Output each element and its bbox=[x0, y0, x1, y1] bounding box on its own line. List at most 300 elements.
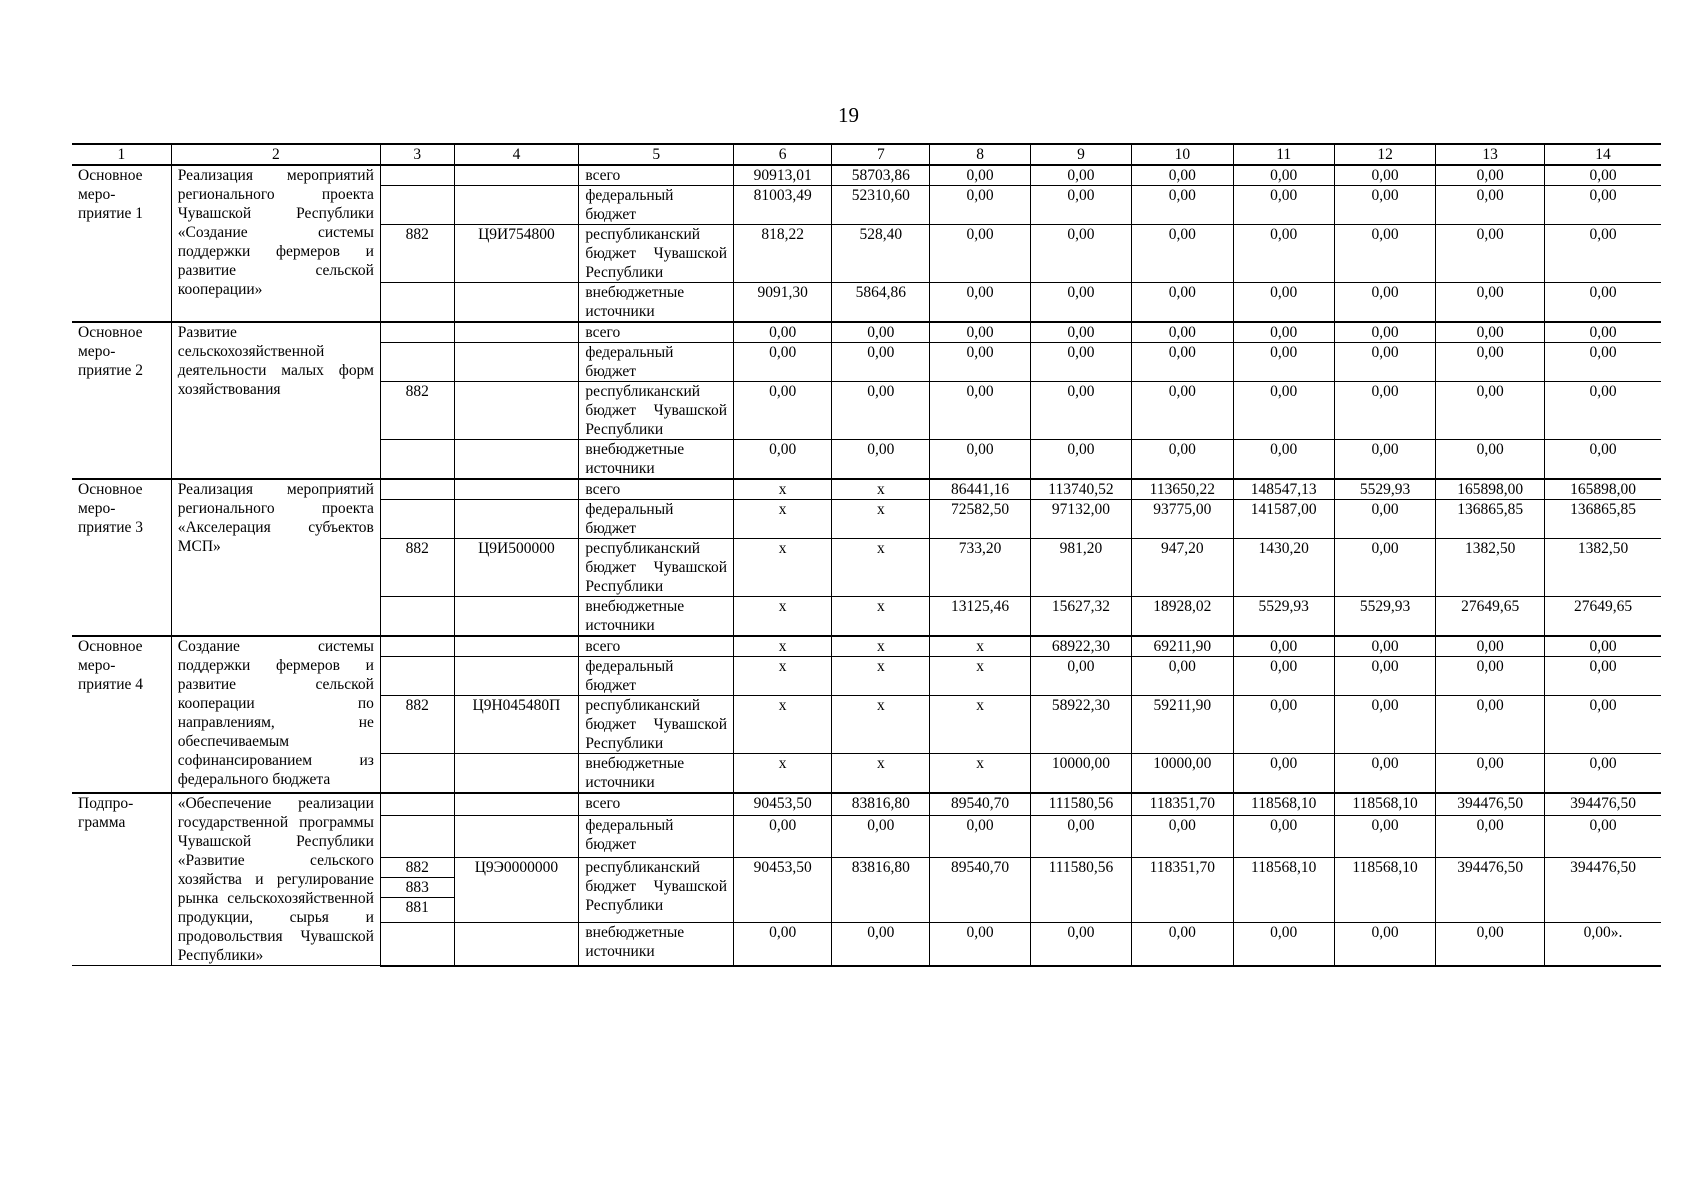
funding-source-label: федеральный бюджет bbox=[585, 501, 674, 537]
year-value-6: 81003,49 bbox=[734, 186, 832, 225]
year-value-6: x bbox=[734, 479, 832, 500]
funding-source-label: республиканский бюджет Чувашской Республики bbox=[585, 540, 728, 595]
funding-source-label: республиканский бюджет Чувашской Республики bbox=[585, 383, 728, 438]
funding-source bbox=[579, 597, 734, 637]
table-row bbox=[72, 793, 1661, 815]
year-value-11: 0,00 bbox=[1233, 696, 1334, 754]
year-value-7: x bbox=[832, 636, 930, 657]
year-value-12: 0,00 bbox=[1334, 440, 1435, 480]
funding-source bbox=[579, 186, 734, 225]
budget-table bbox=[72, 143, 1661, 967]
year-value-7: 0,00 bbox=[832, 382, 930, 440]
funding-source bbox=[579, 636, 734, 657]
funding-source bbox=[579, 923, 734, 966]
year-value-13: 0,00 bbox=[1436, 382, 1545, 440]
year-value-9: 10000,00 bbox=[1030, 754, 1131, 794]
year-value-10: 10000,00 bbox=[1132, 754, 1233, 794]
year-value-6: x bbox=[734, 657, 832, 696]
year-value-7: 0,00 bbox=[832, 815, 930, 857]
year-value-14: 165898,00 bbox=[1545, 479, 1661, 500]
year-value-10: 69211,90 bbox=[1132, 636, 1233, 657]
year-value-8: 0,00 bbox=[930, 815, 1030, 857]
funding-source bbox=[579, 696, 734, 754]
year-value-12: 0,00 bbox=[1334, 657, 1435, 696]
year-value-12: 0,00 bbox=[1334, 500, 1435, 539]
year-value-8: x bbox=[930, 696, 1030, 754]
year-value-11: 148547,13 bbox=[1233, 479, 1334, 500]
year-value-13: 136865,85 bbox=[1436, 500, 1545, 539]
grbs-code-item: 882 bbox=[381, 858, 454, 878]
table-body bbox=[72, 144, 1661, 966]
year-value-6: 0,00 bbox=[734, 923, 832, 966]
year-value-6: x bbox=[734, 500, 832, 539]
budget-class-code bbox=[454, 440, 579, 480]
year-value-12: 0,00 bbox=[1334, 636, 1435, 657]
year-value-8: 0,00 bbox=[930, 322, 1030, 343]
year-value-13: 0,00 bbox=[1436, 923, 1545, 966]
funding-source-label: федеральный бюджет bbox=[585, 816, 674, 853]
funding-source-label: республиканский бюджет Чувашской Республики bbox=[585, 697, 728, 752]
year-value-10: 0,00 bbox=[1132, 225, 1233, 283]
year-value-14: 0,00 bbox=[1545, 165, 1661, 186]
year-value-14: 0,00 bbox=[1545, 322, 1661, 343]
grbs-code: 882 bbox=[380, 225, 454, 283]
year-value-9: 0,00 bbox=[1030, 283, 1131, 323]
year-value-10: 0,00 bbox=[1132, 322, 1233, 343]
budget-class-code bbox=[454, 343, 579, 382]
funding-source-label: всего bbox=[585, 167, 621, 184]
year-value-10: 947,20 bbox=[1132, 539, 1233, 597]
year-value-11: 0,00 bbox=[1233, 382, 1334, 440]
budget-class-code bbox=[454, 754, 579, 794]
year-value-9: 0,00 bbox=[1030, 657, 1131, 696]
funding-source bbox=[579, 500, 734, 539]
year-value-11: 118568,10 bbox=[1233, 793, 1334, 815]
year-value-7: x bbox=[832, 696, 930, 754]
year-value-14: 0,00». bbox=[1545, 923, 1661, 966]
year-value-6: x bbox=[734, 597, 832, 637]
funding-source-label: внебюджетные источники bbox=[585, 284, 685, 320]
year-value-7: x bbox=[832, 597, 930, 637]
year-value-9: 0,00 bbox=[1030, 382, 1131, 440]
funding-source bbox=[579, 793, 734, 815]
year-value-13: 0,00 bbox=[1436, 225, 1545, 283]
year-value-7: x bbox=[832, 539, 930, 597]
year-value-9: 111580,56 bbox=[1030, 793, 1131, 815]
year-value-7: x bbox=[832, 657, 930, 696]
grbs-code bbox=[380, 343, 454, 382]
year-value-7: 58703,86 bbox=[832, 165, 930, 186]
year-value-12: 118568,10 bbox=[1334, 858, 1435, 923]
funding-source-label: внебюджетные источники bbox=[585, 441, 685, 477]
year-value-11: 0,00 bbox=[1233, 343, 1334, 382]
year-value-8: 0,00 bbox=[930, 283, 1030, 323]
year-value-10: 18928,02 bbox=[1132, 597, 1233, 637]
year-value-13: 0,00 bbox=[1436, 815, 1545, 857]
grbs-code bbox=[380, 440, 454, 480]
grbs-code bbox=[380, 636, 454, 657]
header-cell-6: 6 bbox=[734, 144, 832, 165]
measure-name-line: меро- bbox=[78, 657, 116, 674]
funding-source bbox=[579, 440, 734, 480]
funding-source bbox=[579, 539, 734, 597]
year-value-10: 0,00 bbox=[1132, 343, 1233, 382]
year-value-6: 0,00 bbox=[734, 382, 832, 440]
year-value-10: 0,00 bbox=[1132, 186, 1233, 225]
year-value-7: 0,00 bbox=[832, 440, 930, 480]
year-value-9: 981,20 bbox=[1030, 539, 1131, 597]
year-value-7: 528,40 bbox=[832, 225, 930, 283]
year-value-12: 0,00 bbox=[1334, 283, 1435, 323]
table-row bbox=[72, 479, 1661, 500]
grbs-code bbox=[380, 322, 454, 343]
budget-class-code bbox=[454, 382, 579, 440]
funding-source-label: всего bbox=[585, 795, 621, 812]
year-value-6: 0,00 bbox=[734, 440, 832, 480]
budget-class-code bbox=[454, 283, 579, 323]
measure-name-line: Основное bbox=[78, 481, 143, 498]
year-value-10: 0,00 bbox=[1132, 923, 1233, 966]
year-value-14: 0,00 bbox=[1545, 440, 1661, 480]
year-value-13: 0,00 bbox=[1436, 440, 1545, 480]
measure-description: Создание системы поддержки фермеров и развитие сельской кооперации по направлениям, не обеспечиваемым софинансированием из федерального бюджета bbox=[171, 636, 380, 793]
grbs-code bbox=[380, 500, 454, 539]
year-value-12: 0,00 bbox=[1334, 165, 1435, 186]
year-value-14: 136865,85 bbox=[1545, 500, 1661, 539]
year-value-13: 0,00 bbox=[1436, 165, 1545, 186]
funding-source bbox=[579, 322, 734, 343]
year-value-6: x bbox=[734, 539, 832, 597]
funding-source bbox=[579, 165, 734, 186]
grbs-code bbox=[380, 815, 454, 857]
year-value-7: 0,00 bbox=[832, 322, 930, 343]
grbs-code-item: 881 bbox=[405, 899, 429, 917]
header-cell-1: 1 bbox=[72, 144, 171, 165]
year-value-11: 141587,00 bbox=[1233, 500, 1334, 539]
year-value-6: 90453,50 bbox=[734, 793, 832, 815]
measure-name-line: меро- bbox=[78, 500, 116, 517]
year-value-10: 0,00 bbox=[1132, 440, 1233, 480]
year-value-11: 0,00 bbox=[1233, 657, 1334, 696]
year-value-13: 0,00 bbox=[1436, 636, 1545, 657]
header-cell-14: 14 bbox=[1545, 144, 1661, 165]
header-cell-7: 7 bbox=[832, 144, 930, 165]
funding-source bbox=[579, 479, 734, 500]
year-value-14: 0,00 bbox=[1545, 225, 1661, 283]
table-row bbox=[72, 322, 1661, 343]
year-value-10: 0,00 bbox=[1132, 382, 1233, 440]
year-value-6: 0,00 bbox=[734, 343, 832, 382]
funding-source bbox=[579, 657, 734, 696]
year-value-6: 0,00 bbox=[734, 322, 832, 343]
funding-source-label: республиканский бюджет Чувашской Республики bbox=[585, 859, 728, 915]
budget-class-code bbox=[454, 322, 579, 343]
year-value-12: 0,00 bbox=[1334, 696, 1435, 754]
year-value-9: 0,00 bbox=[1030, 225, 1131, 283]
year-value-10: 59211,90 bbox=[1132, 696, 1233, 754]
year-value-12: 0,00 bbox=[1334, 322, 1435, 343]
year-value-13: 0,00 bbox=[1436, 283, 1545, 323]
budget-class-code: Ц9И500000 bbox=[454, 539, 579, 597]
year-value-7: 0,00 bbox=[832, 343, 930, 382]
year-value-8: 0,00 bbox=[930, 382, 1030, 440]
budget-class-code bbox=[454, 793, 579, 815]
year-value-7: x bbox=[832, 479, 930, 500]
year-value-14: 0,00 bbox=[1545, 815, 1661, 857]
year-value-11: 1430,20 bbox=[1233, 539, 1334, 597]
year-value-9: 0,00 bbox=[1030, 322, 1131, 343]
year-value-12: 0,00 bbox=[1334, 382, 1435, 440]
year-value-10: 0,00 bbox=[1132, 815, 1233, 857]
header-cell-11: 11 bbox=[1233, 144, 1334, 165]
funding-source bbox=[579, 343, 734, 382]
year-value-10: 93775,00 bbox=[1132, 500, 1233, 539]
year-value-11: 0,00 bbox=[1233, 225, 1334, 283]
year-value-13: 165898,00 bbox=[1436, 479, 1545, 500]
budget-class-code: Ц9Н045480П bbox=[454, 696, 579, 754]
funding-source bbox=[579, 815, 734, 857]
year-value-13: 0,00 bbox=[1436, 322, 1545, 343]
year-value-13: 0,00 bbox=[1436, 343, 1545, 382]
budget-class-code bbox=[454, 479, 579, 500]
year-value-12: 0,00 bbox=[1334, 815, 1435, 857]
year-value-10: 118351,70 bbox=[1132, 858, 1233, 923]
year-value-12: 0,00 bbox=[1334, 539, 1435, 597]
year-value-8: x bbox=[930, 657, 1030, 696]
year-value-8: 733,20 bbox=[930, 539, 1030, 597]
year-value-13: 27649,65 bbox=[1436, 597, 1545, 637]
year-value-7: 83816,80 bbox=[832, 858, 930, 923]
year-value-13: 394476,50 bbox=[1436, 858, 1545, 923]
funding-source-label: республиканский бюджет Чувашской Республики bbox=[585, 226, 728, 281]
grbs-code: 882 bbox=[380, 539, 454, 597]
measure-name bbox=[72, 165, 171, 322]
funding-source bbox=[579, 382, 734, 440]
year-value-14: 0,00 bbox=[1545, 186, 1661, 225]
year-value-11: 0,00 bbox=[1233, 283, 1334, 323]
header-cell-2: 2 bbox=[171, 144, 380, 165]
budget-class-code bbox=[454, 500, 579, 539]
year-value-11: 0,00 bbox=[1233, 636, 1334, 657]
year-value-9: 0,00 bbox=[1030, 440, 1131, 480]
year-value-14: 0,00 bbox=[1545, 283, 1661, 323]
year-value-6: 90453,50 bbox=[734, 858, 832, 923]
measure-name bbox=[72, 479, 171, 636]
year-value-7: x bbox=[832, 754, 930, 794]
year-value-13: 394476,50 bbox=[1436, 793, 1545, 815]
year-value-12: 118568,10 bbox=[1334, 793, 1435, 815]
grbs-code bbox=[380, 479, 454, 500]
grbs-code bbox=[380, 597, 454, 637]
year-value-11: 0,00 bbox=[1233, 923, 1334, 966]
header-cell-13: 13 bbox=[1436, 144, 1545, 165]
year-value-7: x bbox=[832, 500, 930, 539]
year-value-14: 0,00 bbox=[1545, 696, 1661, 754]
year-value-13: 0,00 bbox=[1436, 657, 1545, 696]
budget-class-code bbox=[454, 815, 579, 857]
year-value-8: 0,00 bbox=[930, 165, 1030, 186]
year-value-14: 394476,50 bbox=[1545, 793, 1661, 815]
measure-name-line: Основное bbox=[78, 324, 143, 341]
year-value-6: 0,00 bbox=[734, 815, 832, 857]
year-value-8: 13125,46 bbox=[930, 597, 1030, 637]
year-value-14: 0,00 bbox=[1545, 754, 1661, 794]
year-value-12: 0,00 bbox=[1334, 754, 1435, 794]
funding-source-label: всего bbox=[585, 481, 621, 498]
year-value-9: 0,00 bbox=[1030, 343, 1131, 382]
year-value-12: 0,00 bbox=[1334, 225, 1435, 283]
year-value-8: 89540,70 bbox=[930, 858, 1030, 923]
funding-source-label: внебюджетные источники bbox=[585, 598, 685, 634]
year-value-9: 58922,30 bbox=[1030, 696, 1131, 754]
header-cell-9: 9 bbox=[1030, 144, 1131, 165]
year-value-7: 5864,86 bbox=[832, 283, 930, 323]
year-value-7: 0,00 bbox=[832, 923, 930, 966]
measure-description: Реализация мероприятий регионального проекта Чувашской Республики «Создание системы поддержки фермеров и развитие сельской кооперации» bbox=[171, 165, 380, 322]
year-value-9: 0,00 bbox=[1030, 165, 1131, 186]
grbs-code bbox=[380, 283, 454, 323]
measure-name-line: приятие 3 bbox=[78, 519, 144, 536]
header-cell-4: 4 bbox=[454, 144, 579, 165]
funding-source bbox=[579, 225, 734, 283]
year-value-10: 118351,70 bbox=[1132, 793, 1233, 815]
year-value-14: 0,00 bbox=[1545, 382, 1661, 440]
year-value-13: 0,00 bbox=[1436, 754, 1545, 794]
measure-name-line: Основное bbox=[78, 167, 143, 184]
header-cell-12: 12 bbox=[1334, 144, 1435, 165]
table-row bbox=[72, 636, 1661, 657]
funding-source-label: внебюджетные источники bbox=[585, 924, 685, 961]
measure-name-line: грамма bbox=[78, 814, 126, 831]
year-value-14: 394476,50 bbox=[1545, 858, 1661, 923]
budget-class-code bbox=[454, 657, 579, 696]
header-row bbox=[72, 144, 1661, 165]
budget-class-code bbox=[454, 636, 579, 657]
measure-name bbox=[72, 322, 171, 479]
funding-source bbox=[579, 283, 734, 323]
year-value-14: 27649,65 bbox=[1545, 597, 1661, 637]
year-value-8: x bbox=[930, 754, 1030, 794]
year-value-6: 818,22 bbox=[734, 225, 832, 283]
year-value-11: 0,00 bbox=[1233, 815, 1334, 857]
year-value-6: 9091,30 bbox=[734, 283, 832, 323]
grbs-code bbox=[380, 923, 454, 966]
year-value-13: 0,00 bbox=[1436, 696, 1545, 754]
year-value-8: 0,00 bbox=[930, 225, 1030, 283]
budget-class-code bbox=[454, 186, 579, 225]
year-value-8: 0,00 bbox=[930, 186, 1030, 225]
year-value-8: 0,00 bbox=[930, 343, 1030, 382]
budget-class-code bbox=[454, 597, 579, 637]
measure-description: Реализация мероприятий регионального проекта «Акселерация субъектов МСП» bbox=[171, 479, 380, 636]
year-value-9: 111580,56 bbox=[1030, 858, 1131, 923]
funding-source-label: федеральный бюджет bbox=[585, 344, 674, 380]
funding-source-label: федеральный бюджет bbox=[585, 187, 674, 223]
measure-description: «Обеспечение реализации государственной программы Чувашской Республики «Развитие сельского хозяйства и регулирование рынка сельскохозяйственной продукции, сырья и продовольствия Чувашской Республики» bbox=[171, 793, 380, 966]
grbs-code bbox=[380, 657, 454, 696]
measure-name-line: приятие 2 bbox=[78, 362, 144, 379]
header-cell-8: 8 bbox=[930, 144, 1030, 165]
measure-name-line: меро- bbox=[78, 186, 116, 203]
measure-name-line: Подпро- bbox=[78, 795, 134, 812]
grbs-code bbox=[380, 165, 454, 186]
page-number: 19 bbox=[838, 103, 859, 127]
funding-source bbox=[579, 858, 734, 923]
year-value-8: 0,00 bbox=[930, 440, 1030, 480]
year-value-8: x bbox=[930, 636, 1030, 657]
year-value-7: 83816,80 bbox=[832, 793, 930, 815]
funding-source-label: всего bbox=[585, 324, 621, 341]
grbs-code bbox=[380, 793, 454, 815]
budget-class-code bbox=[454, 923, 579, 966]
year-value-8: 89540,70 bbox=[930, 793, 1030, 815]
year-value-7: 52310,60 bbox=[832, 186, 930, 225]
year-value-9: 113740,52 bbox=[1030, 479, 1131, 500]
year-value-14: 1382,50 bbox=[1545, 539, 1661, 597]
year-value-9: 97132,00 bbox=[1030, 500, 1131, 539]
grbs-code: 882 bbox=[380, 696, 454, 754]
measure-name-line: меро- bbox=[78, 343, 116, 360]
year-value-9: 68922,30 bbox=[1030, 636, 1131, 657]
budget-class-code bbox=[454, 165, 579, 186]
year-value-12: 0,00 bbox=[1334, 923, 1435, 966]
measure-name bbox=[72, 793, 171, 966]
year-value-13: 0,00 bbox=[1436, 186, 1545, 225]
measure-name-line: приятие 4 bbox=[78, 676, 144, 693]
measure-description: Развитие сельскохозяйственной деятельности малых форм хозяйствования bbox=[171, 322, 380, 479]
grbs-code bbox=[380, 186, 454, 225]
year-value-9: 0,00 bbox=[1030, 923, 1131, 966]
year-value-14: 0,00 bbox=[1545, 343, 1661, 382]
funding-source-label: всего bbox=[585, 638, 621, 655]
year-value-6: x bbox=[734, 636, 832, 657]
measure-name-line: Основное bbox=[78, 638, 143, 655]
year-value-6: x bbox=[734, 754, 832, 794]
table-row bbox=[72, 165, 1661, 186]
year-value-12: 5529,93 bbox=[1334, 479, 1435, 500]
header-cell-3: 3 bbox=[380, 144, 454, 165]
year-value-6: x bbox=[734, 696, 832, 754]
year-value-10: 0,00 bbox=[1132, 283, 1233, 323]
year-value-8: 86441,16 bbox=[930, 479, 1030, 500]
year-value-12: 5529,93 bbox=[1334, 597, 1435, 637]
year-value-10: 0,00 bbox=[1132, 165, 1233, 186]
year-value-10: 0,00 bbox=[1132, 657, 1233, 696]
funding-source-label: внебюджетные источники bbox=[585, 755, 685, 791]
funding-source-label: федеральный бюджет bbox=[585, 658, 674, 694]
measure-name-line: приятие 1 bbox=[78, 205, 144, 222]
year-value-11: 0,00 bbox=[1233, 754, 1334, 794]
year-value-11: 0,00 bbox=[1233, 440, 1334, 480]
year-value-6: 90913,01 bbox=[734, 165, 832, 186]
year-value-13: 1382,50 bbox=[1436, 539, 1545, 597]
grbs-code-item: 883 bbox=[381, 878, 454, 898]
year-value-14: 0,00 bbox=[1545, 636, 1661, 657]
header-cell-10: 10 bbox=[1132, 144, 1233, 165]
grbs-code bbox=[380, 754, 454, 794]
year-value-12: 0,00 bbox=[1334, 186, 1435, 225]
funding-source bbox=[579, 754, 734, 794]
year-value-9: 0,00 bbox=[1030, 815, 1131, 857]
year-value-9: 0,00 bbox=[1030, 186, 1131, 225]
year-value-14: 0,00 bbox=[1545, 657, 1661, 696]
year-value-11: 5529,93 bbox=[1233, 597, 1334, 637]
year-value-12: 0,00 bbox=[1334, 343, 1435, 382]
grbs-code: 882 bbox=[380, 382, 454, 440]
budget-class-code: Ц9Э0000000 bbox=[454, 858, 579, 923]
year-value-11: 0,00 bbox=[1233, 165, 1334, 186]
header-cell-5: 5 bbox=[579, 144, 734, 165]
